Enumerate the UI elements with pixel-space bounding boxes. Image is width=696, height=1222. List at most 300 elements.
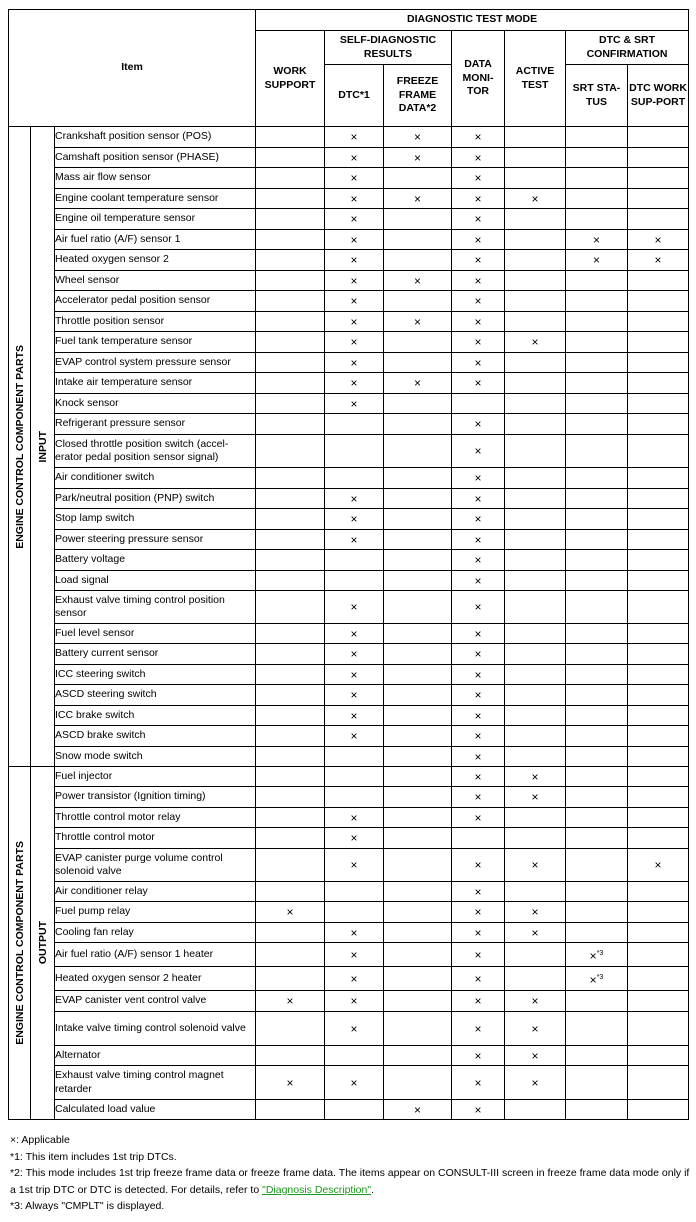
mark-cell [566,767,628,787]
applicable-mark: × [350,947,358,962]
table-row [9,991,689,1012]
applicable-mark: × [286,905,294,919]
table-row [9,902,689,923]
applicable-mark: × [474,314,482,329]
mark-cell [452,414,505,435]
mark-cell [384,394,452,414]
mark-cell [566,230,628,250]
mark-cell [566,489,628,509]
applicable-mark: × [350,273,358,288]
mark-cell [505,209,566,230]
mark-cell [256,394,325,414]
item-name: Alternator [55,1046,256,1066]
mark-cell [256,250,325,271]
item-name: Mass air flow sensor [55,168,256,189]
mark-cell [325,1046,384,1066]
applicable-mark: × [350,232,358,247]
applicable-mark: × [474,647,482,661]
mark-cell [566,828,628,849]
item-name: Power transistor (Ignition timing) [55,787,256,808]
mark-cell [505,902,566,923]
mark-cell [384,1066,452,1100]
item-name: Air conditioner relay [55,882,256,902]
item-name: Camshaft position sensor (PHASE) [55,148,256,168]
mark-cell [505,332,566,353]
applicable-mark: × [474,573,482,588]
freeze-frame-header: FREEZE FRAME DATA*2 [384,65,452,127]
applicable-mark: × [474,191,482,206]
applicable-mark: × [474,294,482,308]
mark-cell [566,148,628,168]
applicable-mark: × [474,600,482,614]
item-name: ICC brake switch [55,706,256,726]
footnote-2-text: *2: This mode includes 1st trip freeze frame data or freeze frame data. The items appear on CONSULT-III screen in freeze frame data mode only if a 1st trip DTC or DTC is detected. For details, refer to [10,1167,690,1196]
mark-cell [256,332,325,353]
mark-cell [505,230,566,250]
mark-cell [566,624,628,644]
mark-cell [325,394,384,414]
applicable-mark: × [474,925,482,940]
mark-cell [505,1100,566,1120]
table-body [9,127,689,1120]
mark-cell [628,967,689,991]
diagnosis-description-link[interactable]: "Diagnosis Description" [262,1183,372,1196]
mark-cell [628,849,689,882]
applicable-mark: × [474,212,482,226]
mark-cell [325,468,384,489]
mark-cell [505,644,566,665]
table-row [9,644,689,665]
mark-cell [505,1012,566,1046]
applicable-mark: × [531,925,539,940]
mark-cell [505,489,566,509]
mark-cell [384,373,452,394]
mark-cell [325,685,384,706]
mark-cell [628,1012,689,1046]
mark-cell [256,767,325,787]
applicable-mark: × [474,971,482,986]
mark-cell [452,373,505,394]
mark-cell [452,530,505,550]
applicable-mark: × [474,491,482,506]
table-row [9,882,689,902]
item-name: ASCD steering switch [55,685,256,706]
mark-cell [384,943,452,967]
table-row [9,665,689,685]
mark-cell [384,923,452,943]
item-name: Intake valve timing control solenoid valve [55,1012,256,1046]
mark-cell [505,291,566,312]
applicable-mark: × [350,212,358,226]
table-row [9,550,689,571]
table-row [9,530,689,550]
mark-cell [628,726,689,747]
mark-cell [384,414,452,435]
mark-cell [628,882,689,902]
mark-cell [505,923,566,943]
mark-cell [628,373,689,394]
table-row [9,726,689,747]
mark-cell [325,435,384,468]
mark-cell [452,849,505,882]
mark-cell [566,1012,628,1046]
mark-cell [384,468,452,489]
mark-cell [325,787,384,808]
mark-cell [452,726,505,747]
mark-cell [384,767,452,787]
applicable-mark: × [474,1021,482,1036]
mark-cell [505,706,566,726]
table-row [9,312,689,332]
table-row [9,571,689,591]
mark-cell [325,550,384,571]
mark-cell [566,849,628,882]
mark-cell [566,373,628,394]
item-name: Stop lamp switch [55,509,256,530]
item-name: Heated oxygen sensor 2 heater [55,967,256,991]
mark-cell [384,291,452,312]
applicable-mark: × [474,444,482,458]
mark-cell [452,127,505,148]
applicable-mark: × [350,376,358,390]
mark-cell [452,550,505,571]
applicable-mark: × [350,647,358,661]
mark-cell [505,882,566,902]
mark-cell [628,787,689,808]
mark-cell [505,127,566,148]
mark-cell [256,624,325,644]
mark-cell [256,148,325,168]
applicable-mark: × [474,532,482,547]
mark-cell [566,353,628,373]
applicable-mark: × [474,355,482,370]
footnote-3-ref: *3 [596,973,604,981]
item-name: Snow mode switch [55,747,256,767]
mark-cell [384,353,452,373]
applicable-mark: × [531,858,539,872]
table-row [9,230,689,250]
item-name: Throttle control motor relay [55,808,256,828]
mark-cell [452,1046,505,1066]
applicable-mark: × [592,253,600,267]
mark-cell [566,168,628,189]
mark-cell [505,787,566,808]
mark-cell [384,230,452,250]
applicable-mark: × [654,232,662,247]
mark-cell [384,787,452,808]
mark-cell [505,991,566,1012]
applicable-mark: × [350,396,358,411]
applicable-mark: × [474,769,482,784]
footnote-2-end: . [371,1183,375,1196]
mark-cell [628,168,689,189]
applicable-mark: × [350,708,358,723]
mark-cell [325,1012,384,1046]
mark-cell [566,991,628,1012]
mark-cell [566,435,628,468]
applicable-mark: × [350,532,358,547]
mark-cell [452,808,505,828]
mark-cell [256,468,325,489]
mark-cell [628,291,689,312]
item-name: Fuel pump relay [55,902,256,923]
mark-cell [325,967,384,991]
mark-cell [452,189,505,209]
work-support-header: WORK SUPPORT [256,31,325,127]
applicable-mark: × [531,1048,539,1063]
applicable-mark: × [474,790,482,804]
mark-cell [452,644,505,665]
section-label: OUTPUT [36,921,49,965]
mark-cell [628,435,689,468]
mark-cell [628,250,689,271]
mark-cell [384,1046,452,1066]
mark-cell [566,967,628,991]
table-row [9,787,689,808]
mark-cell [505,353,566,373]
item-name: Air fuel ratio (A/F) sensor 1 heater [55,943,256,967]
applicable-mark: × [350,831,358,845]
applicable-mark: × [474,905,482,919]
mark-cell [566,591,628,624]
mark-cell [628,127,689,148]
mark-cell [505,967,566,991]
item-name: Intake air temperature sensor [55,373,256,394]
item-name: Refrigerant pressure sensor [55,414,256,435]
mark-cell [452,747,505,767]
mark-cell [256,489,325,509]
applicable-mark: × [350,130,358,144]
mark-cell [325,849,384,882]
mark-cell [505,509,566,530]
applicable-mark: × [350,858,358,872]
mark-cell [452,489,505,509]
table-row [9,414,689,435]
table-row [9,1100,689,1120]
item-name: Park/neutral position (PNP) switch [55,489,256,509]
applicable-mark: × [592,232,600,247]
mark-cell [256,414,325,435]
footnote-1: *1: This item includes 1st trip DTCs. [10,1150,177,1163]
applicable-mark: × [474,232,482,247]
mark-cell [256,1066,325,1100]
item-name: Battery current sensor [55,644,256,665]
mark-cell [628,509,689,530]
mark-cell [505,808,566,828]
mark-cell [566,1046,628,1066]
applicable-mark: × [474,667,482,682]
table-row [9,394,689,414]
mark-cell [256,685,325,706]
mark-cell [628,943,689,967]
mark-cell [384,882,452,902]
applicable-mark: × [350,314,358,329]
applicable-mark: × [350,150,358,165]
mark-cell [325,353,384,373]
mark-cell [325,1066,384,1100]
mark-cell [505,435,566,468]
mark-cell [452,168,505,189]
mark-cell [505,591,566,624]
mark-cell [566,550,628,571]
mark-cell [452,991,505,1012]
table-row [9,489,689,509]
footnote-3-ref: *3 [596,949,604,957]
table-row [9,1012,689,1046]
mark-cell [566,747,628,767]
mark-cell [384,435,452,468]
mark-cell [505,1066,566,1100]
mark-cell [452,767,505,787]
mark-cell [384,168,452,189]
mark-cell [566,923,628,943]
srt-status-header: SRT STA-TUS [566,65,628,127]
table-row [9,923,689,943]
mark-cell [325,571,384,591]
mark-cell [452,271,505,291]
mark-cell [566,271,628,291]
group-label: ENGINE CONTROL COMPONENT PARTS [13,344,26,549]
mark-cell [256,530,325,550]
mark-cell [325,991,384,1012]
mark-cell [325,230,384,250]
mark-cell [384,530,452,550]
dtc-work-support-header: DTC WORK SUP-PORT [628,65,689,127]
mark-cell [384,209,452,230]
mark-cell [325,943,384,967]
item-name: Throttle position sensor [55,312,256,332]
mark-cell [384,550,452,571]
mark-cell [384,624,452,644]
mark-cell [628,271,689,291]
applicable-mark: × [350,512,358,526]
mark-cell [452,591,505,624]
applicable-mark: × [474,1102,482,1117]
item-name: Cooling fan relay [55,923,256,943]
mark-cell [384,1012,452,1046]
mark-cell [505,468,566,489]
mark-cell [628,767,689,787]
applicable-mark: × [474,884,482,899]
table-row [9,747,689,767]
table-row [9,849,689,882]
mark-cell [628,828,689,849]
applicable-mark: × [350,294,358,308]
mark-cell [384,967,452,991]
mark-cell [325,747,384,767]
mark-cell [566,665,628,685]
mark-cell [452,148,505,168]
mark-cell [256,726,325,747]
applicable-mark: × [474,376,482,390]
applicable-mark: × [350,355,358,370]
mark-cell [566,209,628,230]
mark-cell [505,747,566,767]
table-row [9,1046,689,1066]
mark-cell [505,373,566,394]
applicable-mark: × [531,769,539,784]
mark-cell [325,665,384,685]
mark-cell [384,591,452,624]
mark-cell [256,1046,325,1066]
table-row [9,168,689,189]
section-label-cell [31,127,55,767]
mark-cell [325,489,384,509]
mark-cell [452,902,505,923]
mark-cell [566,468,628,489]
mark-cell [628,550,689,571]
mark-cell [566,706,628,726]
mark-cell [256,943,325,967]
mark-cell [256,747,325,767]
mark-cell [452,394,505,414]
applicable-mark: × [654,858,662,872]
applicable-mark: × [413,191,421,206]
mark-cell [256,435,325,468]
item-name: Exhaust valve timing control position sensor [55,591,256,624]
mark-cell [628,353,689,373]
mark-cell [384,747,452,767]
mark-cell [628,414,689,435]
mark-cell [452,209,505,230]
mark-cell [452,685,505,706]
mark-cell [325,509,384,530]
mark-cell [325,808,384,828]
item-name: Throttle control motor [55,828,256,849]
mark-cell [452,468,505,489]
mark-cell [384,706,452,726]
applicable-mark: × [474,512,482,526]
mark-cell [628,685,689,706]
mark-cell [452,923,505,943]
applicable-mark: × [350,600,358,614]
mark-cell [628,1100,689,1120]
applicable-mark: × [413,150,421,165]
mark-cell [256,967,325,991]
mark-cell [628,665,689,685]
applicable-mark: × [413,376,421,390]
applicable-mark: × [474,1048,482,1063]
applicable-mark: × [474,553,482,567]
mark-cell [566,685,628,706]
group-label-cell [9,767,31,1120]
mark-cell [256,923,325,943]
mark-cell [452,332,505,353]
mark-cell [505,849,566,882]
table-row [9,353,689,373]
mark-cell [384,489,452,509]
mark-cell [384,312,452,332]
mark-cell [628,902,689,923]
mark-cell [566,943,628,967]
table-row [9,189,689,209]
mark-cell [325,882,384,902]
mark-cell [384,828,452,849]
applicable-mark: × [589,948,597,963]
mark-cell [452,1012,505,1046]
item-header: Item [9,10,256,127]
applicable-mark: × [474,858,482,872]
mark-cell [256,902,325,923]
mark-cell [628,468,689,489]
item-name: EVAP control system pressure sensor [55,353,256,373]
mark-cell [505,394,566,414]
mark-cell [566,644,628,665]
item-name: Engine coolant temperature sensor [55,189,256,209]
table-row [9,271,689,291]
applicable-mark: × [474,417,482,431]
applicable-mark: × [531,994,539,1008]
